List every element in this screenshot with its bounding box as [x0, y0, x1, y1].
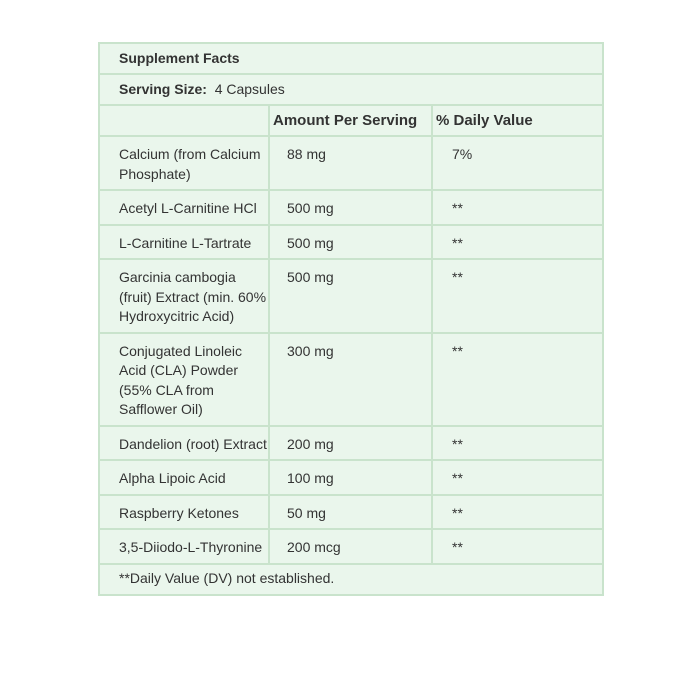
supplement-facts-title: Supplement Facts [99, 43, 603, 74]
ingredient-name: Acetyl L-Carnitine HCl [99, 190, 269, 225]
ingredient-amount: 500 mg [269, 190, 432, 225]
ingredient-daily-value: ** [432, 190, 603, 225]
ingredient-daily-value: ** [432, 333, 603, 426]
ingredient-amount: 100 mg [269, 460, 432, 495]
footnote: **Daily Value (DV) not established. [99, 564, 603, 595]
serving-size-value: 4 Capsules [214, 80, 285, 97]
ingredient-daily-value: 7% [432, 136, 603, 190]
serving-size-label: Serving Size: [119, 80, 207, 97]
ingredient-name: Alpha Lipoic Acid [99, 460, 269, 495]
ingredient-name: 3,5-Diiodo-L-Thyronine [99, 529, 269, 564]
ingredient-amount: 50 mg [269, 495, 432, 530]
table-row [99, 460, 603, 495]
header-amount-per-serving: Amount Per Serving [269, 105, 432, 136]
ingredient-name: Dandelion (root) Extract [99, 426, 269, 461]
ingredient-name: Calcium (from Calcium Phosphate) [99, 136, 269, 190]
table-row [99, 259, 603, 333]
ingredient-amount: 200 mg [269, 426, 432, 461]
header-blank [99, 105, 269, 136]
ingredient-amount: 300 mg [269, 333, 432, 426]
ingredient-daily-value: ** [432, 259, 603, 333]
ingredient-name: Raspberry Ketones [99, 495, 269, 530]
ingredient-amount: 88 mg [269, 136, 432, 190]
ingredient-daily-value: ** [432, 225, 603, 260]
ingredient-daily-value: ** [432, 460, 603, 495]
ingredient-name: L-Carnitine L-Tartrate [99, 225, 269, 260]
table-row [99, 225, 603, 260]
header-daily-value: % Daily Value [432, 105, 603, 136]
ingredient-daily-value: ** [432, 426, 603, 461]
table-row [99, 529, 603, 564]
serving-size [99, 74, 603, 105]
ingredient-name: Conjugated Linoleic Acid (CLA) Powder (55% CLA from Safflower Oil) [99, 333, 269, 426]
ingredient-daily-value: ** [432, 495, 603, 530]
table-row [99, 495, 603, 530]
table-row [99, 190, 603, 225]
ingredient-amount: 500 mg [269, 225, 432, 260]
supplement-facts-table [98, 42, 604, 596]
table-row [99, 333, 603, 426]
ingredient-amount: 500 mg [269, 259, 432, 333]
table-row [99, 426, 603, 461]
table-row [99, 136, 603, 190]
ingredient-amount: 200 mcg [269, 529, 432, 564]
ingredient-name: Garcinia cambogia (fruit) Extract (min. 60% Hydroxycitric Acid) [99, 259, 269, 333]
ingredient-daily-value: ** [432, 529, 603, 564]
